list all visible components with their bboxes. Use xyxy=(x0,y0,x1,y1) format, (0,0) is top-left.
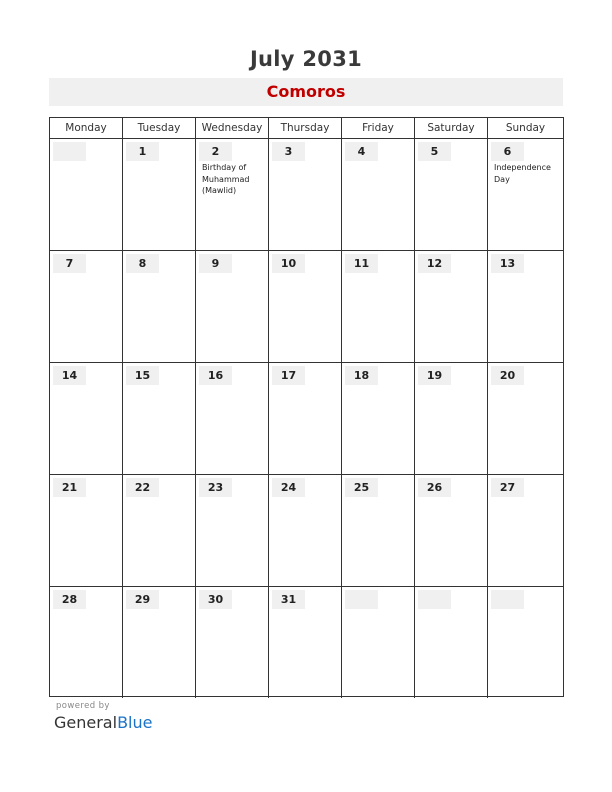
weekday-sunday: Sunday xyxy=(505,122,546,134)
day-cell xyxy=(50,363,123,474)
powered-by-label: powered by xyxy=(56,701,110,711)
day-cell xyxy=(342,139,415,250)
day-number: 8 xyxy=(126,254,159,273)
day-number: 19 xyxy=(418,366,451,385)
holiday-event: Independence Day xyxy=(494,163,551,184)
day-number: 10 xyxy=(272,254,305,273)
day-cell xyxy=(415,251,488,362)
day-cell xyxy=(488,587,563,698)
calendar-grid xyxy=(49,117,564,697)
day-number: 20 xyxy=(491,366,524,385)
day-number xyxy=(345,590,378,609)
day-number: 12 xyxy=(418,254,451,273)
day-number: 28 xyxy=(53,590,86,609)
day-cell xyxy=(269,475,342,586)
day-cell xyxy=(415,475,488,586)
day-number: 9 xyxy=(199,254,232,273)
day-cell xyxy=(123,139,196,250)
day-cell xyxy=(342,587,415,698)
day-number: 27 xyxy=(491,478,524,497)
day-number: 30 xyxy=(199,590,232,609)
brand-general: General xyxy=(54,713,118,732)
weekday-wednesday: Wednesday xyxy=(196,118,269,138)
day-cell xyxy=(269,587,342,698)
generalblue-logo xyxy=(54,713,152,732)
day-cell xyxy=(50,251,123,362)
day-cell xyxy=(488,475,563,586)
day-cell xyxy=(196,587,269,698)
day-cell xyxy=(196,475,269,586)
day-cell xyxy=(415,139,488,250)
day-cell xyxy=(415,587,488,698)
day-number: 31 xyxy=(272,590,305,609)
day-number: 25 xyxy=(345,478,378,497)
week-row xyxy=(50,475,563,587)
day-number: 2 xyxy=(199,142,232,161)
day-number: 21 xyxy=(53,478,86,497)
day-number: 29 xyxy=(126,590,159,609)
day-cell xyxy=(488,363,563,474)
day-cell xyxy=(196,251,269,362)
day-number: 4 xyxy=(345,142,378,161)
day-cell xyxy=(196,363,269,474)
day-number: 3 xyxy=(272,142,305,161)
day-cell xyxy=(50,139,123,250)
weekday-header-row xyxy=(50,118,563,139)
week-row xyxy=(50,251,563,363)
day-number: 23 xyxy=(199,478,232,497)
day-cell xyxy=(342,251,415,362)
day-number: 5 xyxy=(418,142,451,161)
weekday-thursday: Thursday xyxy=(269,118,342,138)
day-cell xyxy=(488,251,563,362)
day-cell xyxy=(342,475,415,586)
day-number: 14 xyxy=(53,366,86,385)
day-cell xyxy=(50,587,123,698)
holiday-event: Birthday of Muhammad (Mawlid) xyxy=(202,163,250,195)
day-number: 17 xyxy=(272,366,305,385)
week-row xyxy=(50,139,563,251)
day-cell xyxy=(269,251,342,362)
weekday-tuesday: Tuesday xyxy=(123,118,196,138)
weekday-friday: Friday xyxy=(342,118,415,138)
day-cell xyxy=(123,363,196,474)
day-cell xyxy=(123,251,196,362)
calendar-title: July 2031 xyxy=(249,47,363,71)
day-cell xyxy=(196,139,269,250)
day-number xyxy=(418,590,451,609)
weekday-saturday: Saturday xyxy=(415,118,488,138)
day-number: 6 xyxy=(491,142,524,161)
day-number: 26 xyxy=(418,478,451,497)
day-number xyxy=(491,590,524,609)
day-number: 16 xyxy=(199,366,232,385)
day-cell xyxy=(488,139,563,250)
day-number: 18 xyxy=(345,366,378,385)
day-number: 24 xyxy=(272,478,305,497)
day-cell xyxy=(415,363,488,474)
day-cell xyxy=(123,475,196,586)
day-number: 7 xyxy=(53,254,86,273)
day-number: 15 xyxy=(126,366,159,385)
day-cell xyxy=(269,139,342,250)
week-row xyxy=(50,363,563,475)
day-number xyxy=(53,142,86,161)
day-number: 11 xyxy=(345,254,378,273)
day-cell xyxy=(123,587,196,698)
day-cell xyxy=(269,363,342,474)
day-cell xyxy=(342,363,415,474)
day-number: 1 xyxy=(126,142,159,161)
week-row xyxy=(50,587,563,699)
country-name: Comoros xyxy=(49,78,563,106)
day-number: 13 xyxy=(491,254,524,273)
day-number: 22 xyxy=(126,478,159,497)
day-cell xyxy=(50,475,123,586)
brand-blue: Blue xyxy=(117,713,153,732)
weekday-monday: Monday xyxy=(50,118,123,138)
